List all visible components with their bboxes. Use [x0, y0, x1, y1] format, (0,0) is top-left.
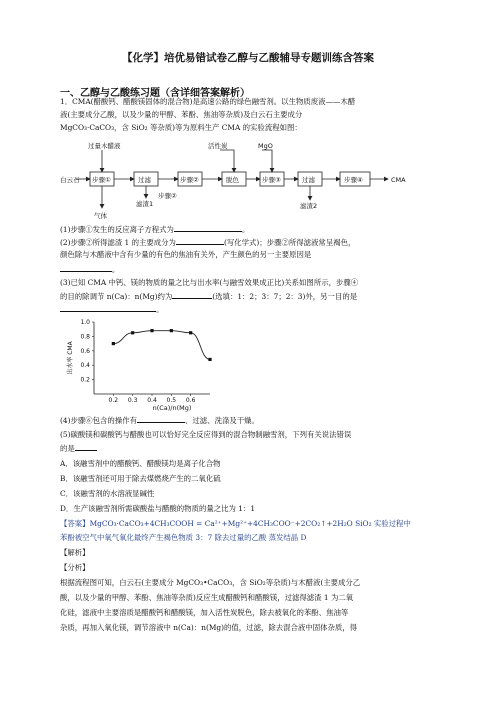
flow-box-label: 步骤③ [262, 176, 281, 184]
section-heading: 一、乙醇与乙酸练习题（含详细答案解析） [60, 88, 250, 99]
sub-question-3: (3)已知 CMA 中钙、镁的物质的量之比与出水率(与融雪效果成正比)关系如图所示，步骤④ [60, 278, 359, 287]
data-point [208, 358, 211, 361]
flow-box-label: 步骤④ [344, 176, 363, 184]
data-point [112, 342, 115, 345]
sub-question-1: (1)步骤①发生的反应离子方程式为 。 [60, 225, 250, 234]
option-a: A．该融雪剂中的醋酸钙、醋酸镁均是离子化合物 [60, 459, 221, 468]
sub-question-5: (5)碳酸镁和碳酸钙与醋酸也可以恰好完全反应得到的混合物制融雪剂，下列有关说法错误 [60, 430, 352, 439]
sub-question-5-cont: 的是 [60, 442, 450, 456]
flow-input-label: 白云石 [60, 176, 80, 184]
analysis-line: 根据流程图可知，白云石(主要成分 MgCO₃•CaCO₃，含 SiO₂等杂质)与木醋液(主要成分乙 [60, 578, 361, 587]
x-tick-label: 0.4 [147, 397, 157, 404]
y-tick-label: 0.6 [80, 347, 90, 355]
data-point [189, 331, 192, 334]
data-point [170, 329, 173, 332]
y-tick-label: 0.8 [80, 333, 90, 341]
question-line: MgCO₃·CaCO₃，含 SiO₂ 等杂质)等为原料生产 CMA 的实验流程如图： [60, 123, 302, 132]
ratio-chart [60, 316, 240, 414]
sub-question-4: (4)步骤⑥包含的操作有 、过滤、洗涤及干燥。 [60, 416, 259, 425]
sub-question-2-cont: 颜色除与木醋液中含有少量的有色的焦油有关外，产生颜色的另一主要原因是 [60, 250, 312, 259]
analysis-label: 【解析】 [60, 548, 90, 557]
sub-question-3-cont: 的目的除调节 n(Ca)：n(Mg)约为 (选填：1：2；3：7；2：3)外，另一目的是 [60, 292, 358, 301]
flow-output-label: CMA [391, 176, 406, 184]
data-point [150, 329, 153, 332]
x-tick-label: 0.5 [166, 397, 177, 404]
x-tick-label: 0.2 [108, 397, 119, 404]
option-c: C．该融雪剂的水溶液显碱性 [60, 489, 155, 498]
question-line: 1．CMA(醋酸钙、醋酸镁固体的混合物)是高速公路的绿色融雪剂。以生物质废液——木醋 [60, 97, 356, 106]
answer-line: 苯酚被空气中氧气氧化最终产生褐色物质 3：7 除去过量的乙酸 蒸发结晶 D [60, 533, 307, 542]
data-point [131, 331, 134, 334]
flow-bottom-label: 滤渣2 [300, 202, 318, 210]
analysis-line: 酸，以及少量的甲醇、苯酚、焦油等杂质)反应生成醋酸钙和醋酸镁，过滤得滤渣 1 为二氧 [60, 593, 354, 602]
series-line [113, 331, 210, 360]
analysis-line: 化硅，滤液中主要溶质是醋酸钙和醋酸镁，加入活性炭脱色，除去被氧化的苯酚、焦油等 [60, 608, 349, 617]
x-tick-label: 0.3 [127, 397, 138, 404]
analysis-sub-label: 【分析】 [60, 563, 90, 572]
y-tick-label: 0.2 [80, 376, 90, 384]
flow-bottom-label: 步骤② [158, 192, 177, 200]
y-tick-label: 0.4 [80, 362, 90, 370]
flow-box-label: 脱色 [226, 176, 239, 184]
x-tick-label: 0.6 [185, 397, 196, 404]
option-d: D．生产该融雪剂所需碳酸盐与醋酸的物质的量之比为 1：1 [60, 504, 256, 513]
flow-box-label: 过滤 [302, 176, 315, 184]
flow-top-label: MgO [258, 142, 273, 150]
x-axis-label: n(Ca)/n(Mg) [152, 404, 192, 412]
analysis-line: 杂质，再加入氧化镁，调节溶液中 n(Ca)：n(Mg)的值，过滤，除去混合液中固体杂质，得 [60, 623, 358, 632]
flow-bottom-label: 滤渣1 [136, 200, 154, 208]
sub-question-3-blank: 。 [60, 303, 450, 317]
sub-question-2: (2)步骤②所得滤渣 1 的主要成分为 (写化学式)；步骤②所得滤液常呈褐色， [60, 238, 356, 247]
page-title: 【化学】培优易错试卷乙醇与乙酸辅导专题训练含答案 [122, 52, 374, 64]
y-tick-label: 1.0 [80, 319, 90, 326]
flow-box-label: 步骤① [92, 176, 111, 184]
y-axis-label: 出水率 CMA [67, 341, 74, 375]
flow-box-label: 步骤② [180, 176, 199, 184]
option-b: B．该融雪剂还可用于除去煤燃烧产生的二氧化硫 [60, 474, 221, 483]
flow-bottom-label: 气体 [94, 212, 107, 220]
process-flow-diagram [60, 138, 430, 226]
answer-line: 【答案】MgCO₃·CaCO₃+4CH₃COOH = Ca²⁺+Mg²⁺+4CH₃COO⁻+2CO₂↑+2H₂O SiO₂ 实验过程中 [60, 519, 411, 528]
flow-box-label: 过滤 [138, 176, 151, 184]
sub-question-2-blank: 。 [60, 263, 450, 277]
flow-top-label: 过量木醋液 [88, 142, 121, 150]
question-line: 液(主要成分乙酸，以及少量的甲醇、苯酚、焦油等杂质)及白云石主要成分 [60, 110, 303, 119]
flow-top-label: 活性炭 [208, 142, 228, 150]
